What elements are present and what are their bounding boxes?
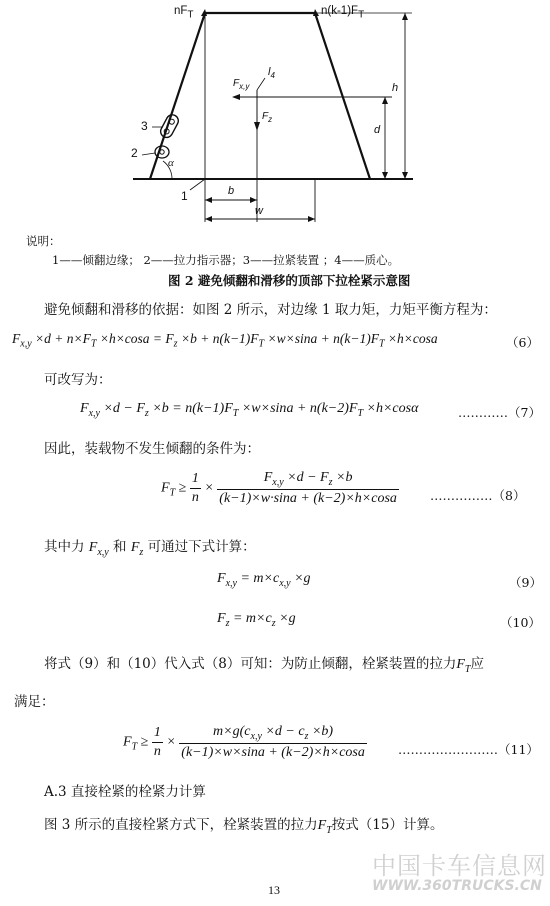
page-number: 13 (268, 883, 280, 897)
eqno-8: ……………（8） (430, 488, 526, 503)
paragraph-direct: 图 3 所示的直接栓紧方式下，栓紧装置的拉力$F_T$按式（15）计算。 (44, 817, 444, 836)
label-1: 1 (181, 189, 188, 203)
paragraph-satisfy: 满足： (14, 694, 55, 710)
label-h: h (392, 82, 399, 94)
legend-items: 1——倾翻边缘； 2——拉力指示器；3——拉紧装置 ；4——质心。 (52, 253, 400, 267)
eqno-6: （6） (506, 335, 539, 350)
paragraph-basis: 避免倾翻和滑移的依据：如图 2 所示，对边缘 1 取力矩，力矩平衡方程为： (44, 302, 497, 318)
section-heading-a3: A.3 直接栓紧的栓紧力计算 (44, 784, 206, 800)
equation-8: $F_T$ ≥ $\frac{1}{n}$ × $\frac{F_{x,y} \times d - F_z \times b}{(k-1)\times w\cdot\sin a + (k-2)\times h\times\cos a}$ (161, 470, 397, 506)
eqno-9: （9） (509, 575, 542, 590)
figure-diagram (0, 0, 550, 250)
legend-title: 说明： (26, 234, 61, 248)
watermark-url: WWW.360TRUCKS.CN (372, 878, 542, 894)
equation-11: $F_T$ ≥ $\frac{1}{n}$ × $\frac{m\times g(c_{x,y} \times d - c_z \times b)}{(k-1)\times w\times\sin a + (k-2)\times h\times\cos a}$ (123, 724, 365, 760)
eqno-11: ……………………（11） (398, 742, 539, 757)
watermark-cn: 中国卡车信息网 (372, 852, 547, 880)
label-b: b (228, 185, 235, 197)
label-l4: $l_4$ (268, 66, 275, 81)
label-d: d (374, 124, 381, 136)
label-nk1FT: $n(k-1)F_T$ (321, 5, 365, 21)
eqno-7: …………（7） (458, 405, 541, 420)
paragraph-forces: 其中力 $F_{x,y}$ 和 $F_z$ 可通过下式计算： (44, 539, 256, 558)
eqno-10: （10） (500, 615, 541, 630)
label-alpha: α (168, 157, 174, 169)
label-w: w (255, 205, 263, 217)
label-2: 2 (131, 146, 138, 160)
equation-9: $F_{x,y} = m\times c_{x,y} \times g$ (217, 571, 311, 589)
figure-caption: 图 2 避免倾翻和滑移的顶部下拉栓紧示意图 (168, 273, 411, 288)
label-Fxy: $F_{x,y}$ (233, 78, 250, 91)
equation-10: $F_z = m\times c_z \times g$ (217, 611, 296, 629)
equation-7: $F_{x,y} \times d - F_z \times b = n(k-1)F_T \times w\times\sin a + n(k-2)F_T \times h\times\cos\alpha$ (80, 401, 419, 419)
paragraph-substitute: 将式（9）和（10）代入式（8）可知：为防止倾翻，栓紧装置的拉力$F_T$应 (44, 656, 484, 675)
label-3: 3 (141, 119, 148, 133)
label-Fz: $F_z$ (262, 111, 273, 124)
paragraph-condition: 因此，装载物不发生倾翻的条件为： (44, 441, 260, 457)
paragraph-rewrite: 可改写为： (44, 372, 112, 388)
equation-6: $F_{x,y} \times d + n\times F_T \times h\times\cos a = F_z \times b + n(k-1)F_T \times w\times\sin a + n(k-1)F_T \times h\times\cos a$ (12, 331, 438, 350)
label-nFT: $nF_T$ (174, 5, 194, 21)
